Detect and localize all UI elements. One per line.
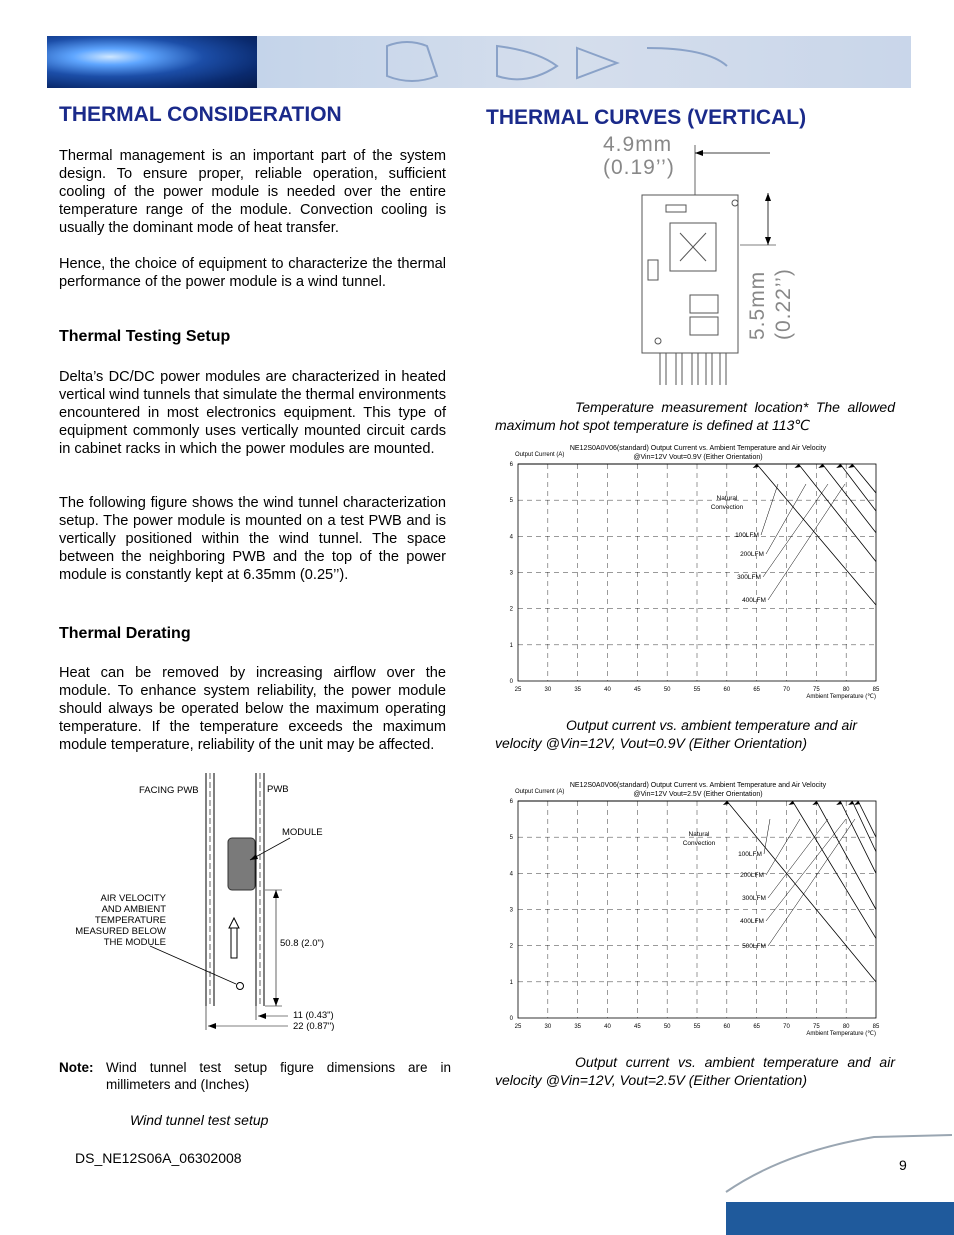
label-dim-50-8: 50.8 (2.0") <box>280 938 325 949</box>
chart-annotation: 400LFM <box>740 918 764 925</box>
chart-annotation-leader <box>766 484 806 554</box>
paragraph-wind-tunnel: Hence, the choice of equipment to characterize the thermal performance of the power module is a wind tunnel. <box>59 256 446 290</box>
chart-annotation: 200LFM <box>740 872 764 879</box>
chart-xtick-label: 55 <box>693 1024 701 1030</box>
chart-title: NE12S0A0V06(standard) Output Current vs. Ambient Temperature and Air Velocity <box>569 445 827 452</box>
chart-annotation: Natural <box>688 831 710 838</box>
chart-xtick-label: 75 <box>812 1024 820 1030</box>
caption-wind-tunnel: Wind tunnel test setup <box>130 1112 269 1128</box>
chart-xtick-label: 25 <box>514 1024 522 1030</box>
chart-xtick-label: 60 <box>723 687 731 693</box>
chart-annotation: Natural <box>716 495 738 502</box>
chart-xtick-label: 65 <box>753 1024 761 1030</box>
chart-xtick-label: 85 <box>872 1024 880 1030</box>
chart-ytick-label: 3 <box>509 907 513 914</box>
note-label: Note: <box>59 1060 94 1075</box>
air-label-line-1: AIR VELOCITY <box>100 893 166 904</box>
chart-xtick-label: 85 <box>872 687 880 693</box>
chart-series-marker <box>848 801 854 805</box>
chart-subtitle: @Vin=12V Vout=0.9V (Either Orientation) <box>633 454 763 461</box>
chart-xtick-label: 35 <box>574 1024 582 1030</box>
chart-ytick-label: 2 <box>509 606 513 613</box>
heading-thermal-testing-setup: Thermal Testing Setup <box>59 328 231 345</box>
chart-xtick-label: 30 <box>544 687 552 693</box>
footer-page-number: 9 <box>899 1157 907 1173</box>
chart-xtick-label: 30 <box>544 1024 552 1030</box>
chart-annotation: 300LFM <box>742 895 766 902</box>
chart-xtick-label: 75 <box>812 687 820 693</box>
caption-chart-1: Output current vs. ambient temperature and air velocity @Vin=12V, Vout=0.9V (Either Orientation) <box>495 717 858 751</box>
note-text: Wind tunnel test setup figure dimensions are in millimeters and (Inches) <box>106 1060 451 1092</box>
chart-xtick-label: 70 <box>783 687 790 693</box>
footer-bar <box>726 1202 954 1235</box>
label-module: MODULE <box>282 827 323 838</box>
chart-xtick-label: 50 <box>663 687 671 693</box>
heading-thermal-derating: Thermal Derating <box>59 625 191 642</box>
chart-annotation: 100LFM <box>738 851 762 858</box>
chart-ytick-label: 3 <box>509 570 513 577</box>
chart-series-marker <box>848 464 854 468</box>
chart-xlabel: Ambient Temperature (℃) <box>806 1031 876 1037</box>
chart-ytick-label: 2 <box>509 943 513 950</box>
chart-xtick-label: 50 <box>663 1024 671 1030</box>
banner-photo <box>47 36 257 88</box>
chart-series-marker <box>723 801 729 805</box>
air-label-line-4: MEASURED BELOW <box>75 926 166 937</box>
chart-annotation: Convection <box>682 840 716 847</box>
chart-vout-0-9 <box>510 440 890 702</box>
chart-ytick-label: 6 <box>509 799 513 805</box>
dim-height-mm: 5.5mm <box>746 270 769 340</box>
wind-tunnel-figure <box>60 768 360 1033</box>
chart-annotation: 300LFM <box>737 574 761 581</box>
chart-ytick-label: 0 <box>509 1016 513 1022</box>
caption-temperature-location: Temperature measurement location* The allowed maximum hot spot temperature is defined at 113℃ <box>495 399 895 433</box>
dim-width-in: (0.19’’) <box>603 156 675 179</box>
module-drawing <box>600 135 800 390</box>
chart-xtick-label: 70 <box>783 1024 790 1030</box>
chart-2-svg <box>510 777 890 1039</box>
dim-width-mm: 4.9mm <box>603 133 673 156</box>
chart-annotation-leader <box>764 819 770 854</box>
module-location-figure <box>600 135 800 390</box>
chart-annotation: Convection <box>710 504 744 511</box>
chart-xtick-label: 45 <box>633 1024 641 1030</box>
label-dim-22: 22 (0.87") <box>293 1021 335 1032</box>
caption-chart-2: Output current vs. ambient temperature and air velocity @Vin=12V, Vout=2.5V (Either Orientation) <box>495 1054 895 1088</box>
chart-annotation-leader <box>761 484 778 535</box>
chart-xtick-label: 40 <box>604 687 611 693</box>
header-banner <box>47 36 911 88</box>
chart-series-marker <box>836 464 842 468</box>
chart-xtick-label: 80 <box>842 687 850 693</box>
paragraph-heat-removal: Heat can be removed by increasing airflow over the module. To enhance system reliability, the power module should always be operated below the maximum operating temperature. If the temperature exceeds the maximum module temperature, reliability of the unit may be affected. <box>59 665 446 753</box>
footer-doc-id: DS_NE12S06A_06302008 <box>75 1150 242 1166</box>
chart-1-svg <box>510 440 890 702</box>
chart-series-marker <box>812 801 818 805</box>
section-title-thermal-consideration: THERMAL CONSIDERATION <box>59 103 342 126</box>
chart-xtick-label: 65 <box>753 687 761 693</box>
chart-vout-2-5 <box>510 777 890 1039</box>
paragraph-delta-modules: Delta’s DC/DC power modules are characterized in heated vertical wind tunnels that simulate the thermal environments encountered in most electronics equipment. This type of equipment commonly uses vertically mounted circuit cards in cabinet racks in which the power modules are mounted. <box>59 369 446 457</box>
chart-annotation-leader <box>763 484 828 577</box>
chart-ytick-label: 0 <box>509 679 513 685</box>
banner-artwork <box>347 36 907 88</box>
chart-ytick-label: 4 <box>509 534 513 541</box>
chart-ytick-label: 1 <box>509 979 513 986</box>
air-label-line-2: AND AMBIENT <box>101 904 166 915</box>
chart-ytick-label: 4 <box>509 871 513 878</box>
chart-series-marker <box>794 464 800 468</box>
chart-xtick-label: 35 <box>574 687 582 693</box>
chart-annotation: 200LFM <box>740 551 764 558</box>
section-title-thermal-curves: THERMAL CURVES (VERTICAL) <box>486 106 807 129</box>
chart-annotation-leader <box>768 819 828 898</box>
chart-ytick-label: 5 <box>509 835 513 842</box>
paragraph-thermal-management: Thermal management is an important part of the system design. To ensure proper, reliable operation, sufficient cooling of the power module is needed over the entire temperature range of the module. Convection cooling is usually the dominant mode of heat transfer. <box>59 148 446 236</box>
chart-annotation: 400LFM <box>742 597 766 604</box>
chart-xtick-label: 40 <box>604 1024 611 1030</box>
chart-xtick-label: 55 <box>693 687 701 693</box>
chart-ytick-label: 1 <box>509 642 513 649</box>
chart-xtick-label: 45 <box>633 687 641 693</box>
chart-series-marker <box>836 801 842 805</box>
air-label-line-3: TEMPERATURE <box>94 915 166 926</box>
chart-series-marker <box>753 464 759 468</box>
chart-series-marker <box>788 801 794 805</box>
chart-xtick-label: 25 <box>514 687 522 693</box>
chart-ylabel: Output Current (A) <box>515 789 565 795</box>
chart-series-marker <box>854 801 860 805</box>
chart-annotation-leader <box>766 819 800 875</box>
chart-title: NE12S0A0V06(standard) Output Current vs. Ambient Temperature and Air Velocity <box>569 782 827 789</box>
dim-height-in: (0.22’’) <box>772 268 795 340</box>
chart-annotation: 100LFM <box>735 532 759 539</box>
label-facing-pwb: FACING PWB <box>139 785 199 796</box>
chart-xlabel: Ambient Temperature (℃) <box>806 694 876 700</box>
chart-annotation-leader <box>768 484 845 600</box>
footer-swoosh <box>724 1132 954 1204</box>
chart-series-marker <box>818 464 824 468</box>
paragraph-setup-figure: The following figure shows the wind tunnel characterization setup. The power module is mounted on a test PWB and is vertically positioned within the wind tunnel. The space between the neighboring PWB and the top of the power module is constantly kept at 6.35mm (0.25’’). <box>59 495 446 583</box>
chart-xtick-label: 60 <box>723 1024 731 1030</box>
chart-ytick-label: 5 <box>509 498 513 505</box>
label-air-velocity <box>62 893 166 948</box>
label-pwb: PWB <box>267 784 289 795</box>
air-label-line-5: THE MODULE <box>103 937 166 948</box>
chart-ylabel: Output Current (A) <box>515 452 565 458</box>
chart-ytick-label: 6 <box>509 462 513 468</box>
label-dim-11: 11 (0.43") <box>293 1010 334 1021</box>
chart-subtitle: @Vin=12V Vout=2.5V (Either Orientation) <box>633 791 763 798</box>
chart-annotation: 500LFM <box>742 943 766 950</box>
chart-xtick-label: 80 <box>842 1024 850 1030</box>
